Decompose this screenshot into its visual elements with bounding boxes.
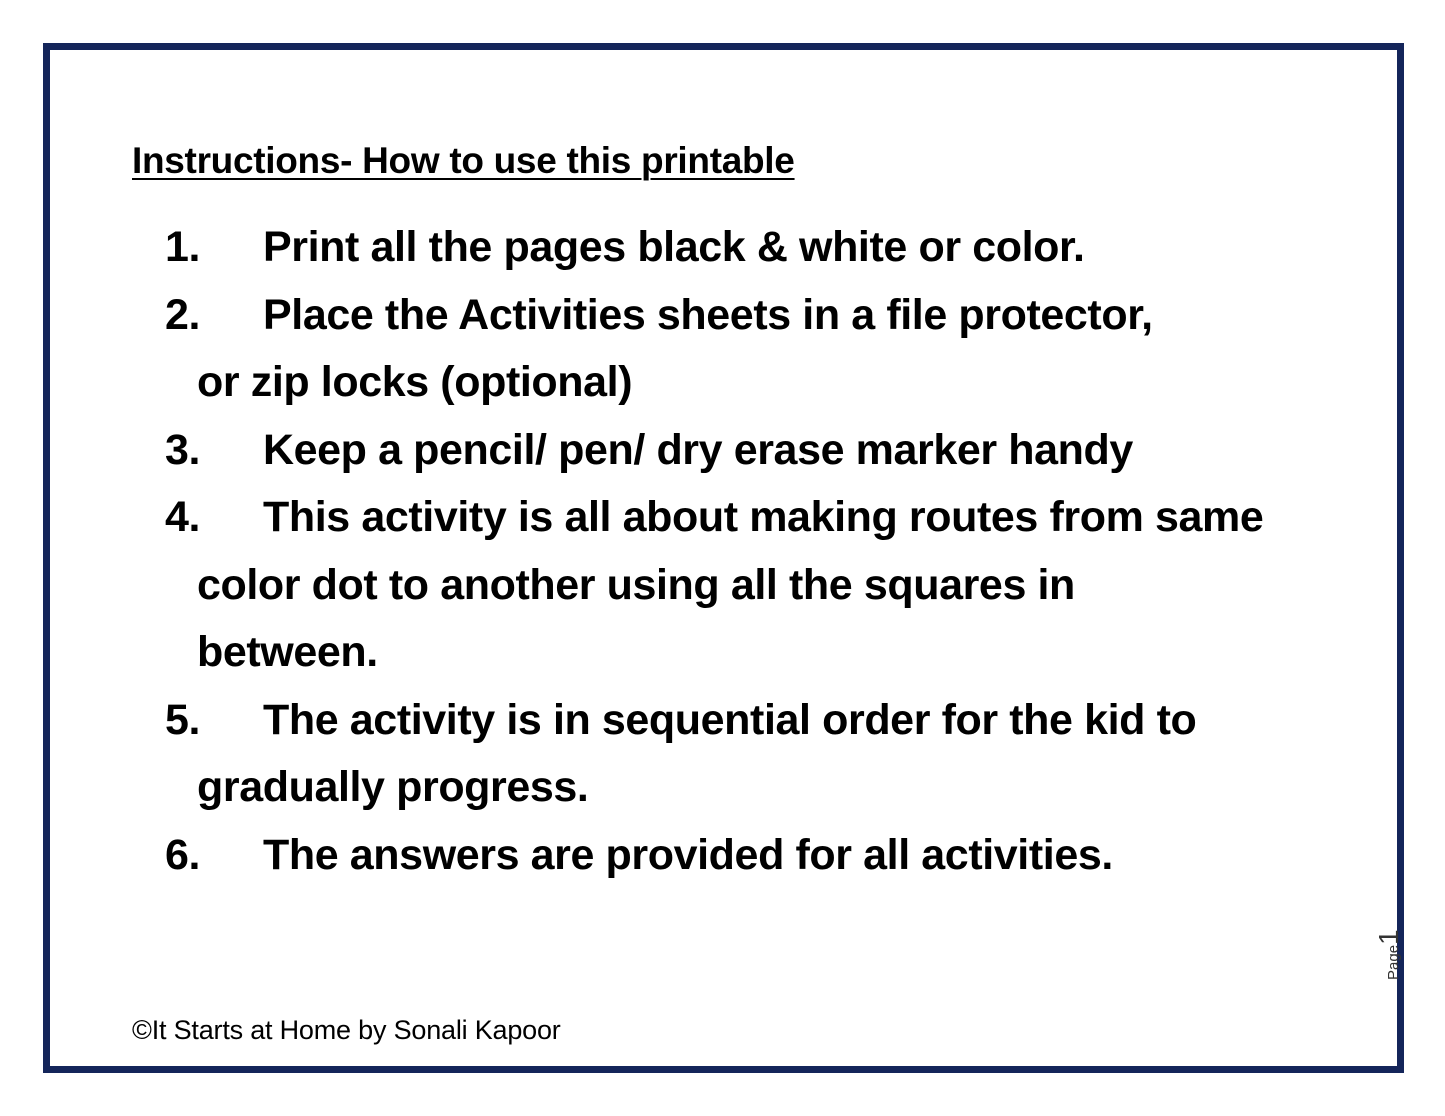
- item-number: 4.: [165, 493, 201, 541]
- item-number: 3.: [165, 425, 201, 474]
- item-number: 1.: [165, 223, 201, 271]
- item-text-continued: color dot to another using all the squares in: [197, 560, 1075, 609]
- page-title: Instructions- How to use this printable: [132, 140, 795, 181]
- item-text: Print all the pages black & white or color.: [263, 223, 1085, 271]
- instruction-item-5: [165, 687, 1345, 822]
- copyright-footer: ©It Starts at Home by Sonali Kapoor: [132, 1015, 561, 1045]
- item-text: Place the Activities sheets in a file protector,: [263, 290, 1153, 339]
- item-text: Keep a pencil/ pen/ dry erase marker handy: [263, 425, 1133, 474]
- page-number-label: [1363, 918, 1403, 980]
- item-text-continued: between.: [197, 628, 378, 676]
- instruction-item-4: [165, 484, 1345, 687]
- item-number: 6.: [165, 830, 201, 879]
- page-number: 1: [1373, 929, 1404, 945]
- instruction-item-6: [165, 822, 1345, 890]
- instruction-item-1: [165, 214, 1345, 282]
- item-number: 5.: [165, 695, 201, 744]
- instruction-item-3: [165, 417, 1345, 485]
- instruction-list: [165, 214, 1345, 889]
- item-text: The answers are provided for all activities.: [263, 830, 1113, 879]
- item-text-continued: or zip locks (optional): [197, 358, 633, 406]
- instruction-item-2: [165, 282, 1345, 417]
- item-text: The activity is in sequential order for the kid to: [263, 695, 1197, 744]
- page-label-text: Page: [1385, 944, 1402, 980]
- item-text: This activity is all about making routes from same: [263, 493, 1264, 541]
- item-number: 2.: [165, 290, 201, 339]
- item-text-continued: gradually progress.: [197, 763, 589, 811]
